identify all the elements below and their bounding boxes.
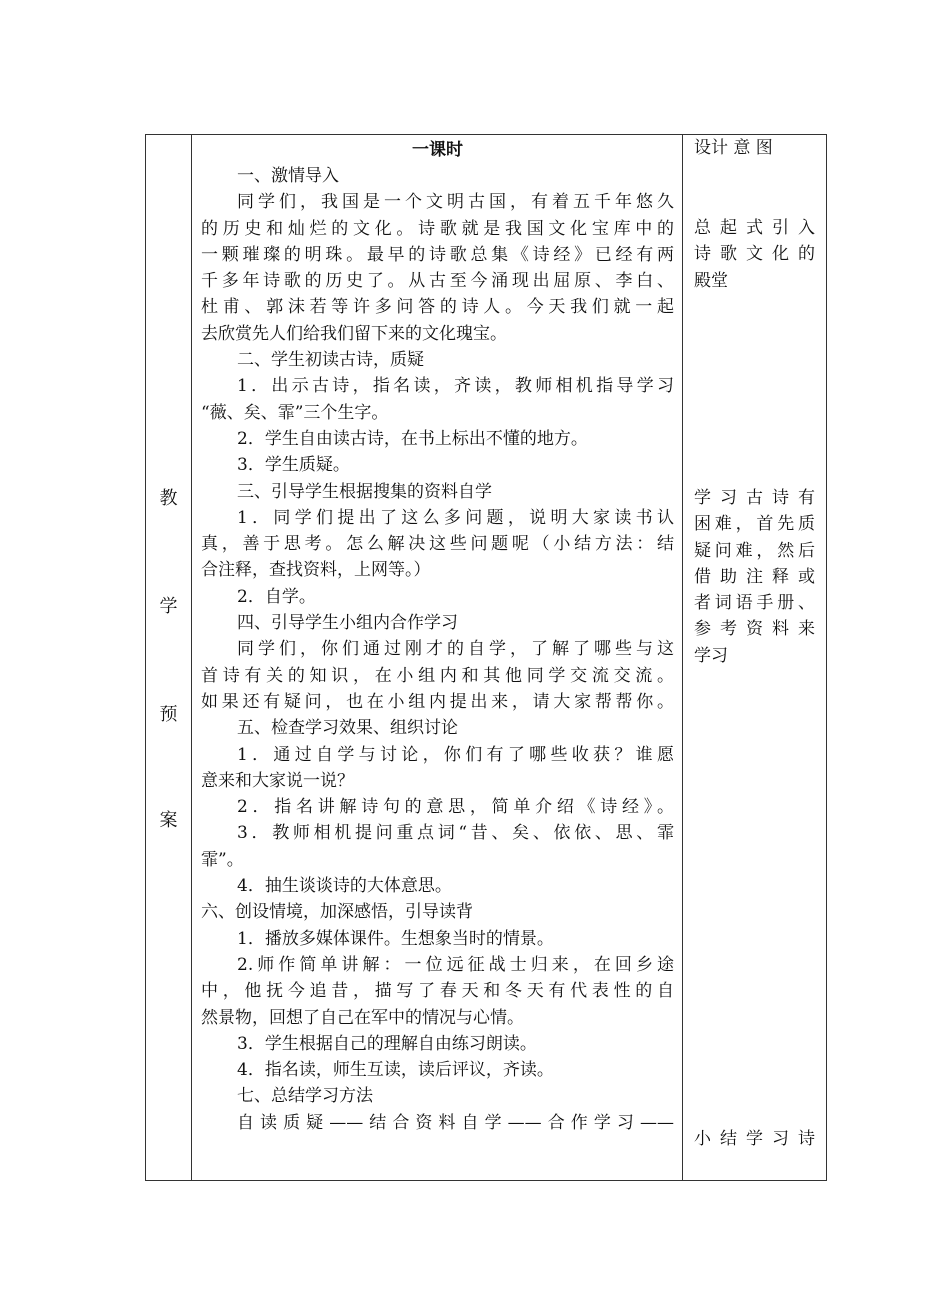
design-intent-header [694,135,815,161]
lesson-line: 一、激情导入 [237,166,339,186]
note-line: 诗歌文化的 [694,244,815,265]
lesson-plan-table [145,134,827,1181]
lesson-line: 1．播放多媒体课件。生想象当时的情景。 [237,928,554,949]
lesson-line: 3．学生质疑。 [237,455,350,476]
note-line: 参考资料来 [694,619,815,640]
lesson-line: 1．通过自学与讨论，你们有了哪些收获？谁愿 [237,744,674,765]
lesson-line: 中，他抚今追昔，描写了春天和冬天有代表性的自 [201,981,674,1002]
note-line: 殿堂 [694,270,728,291]
lesson-line: 2．自学。 [237,586,316,607]
lesson-line: 4．指名读，师生互读，读后评议，齐读。 [237,1060,554,1081]
lesson-line: 一颗璀璨的明珠。最早的诗歌总集《诗经》已经有两 [201,244,674,265]
lesson-line: 同学们，你们通过刚才的自学，了解了哪些与这 [237,639,674,660]
note-line: 者词语手册、 [694,593,815,614]
lesson-line: 然景物，回想了自己在军中的情况与心情。 [201,1007,524,1028]
lesson-line: 的历史和灿烂的文化。诗歌就是我国文化宝库中的 [201,218,674,239]
note-line: 学习 [694,645,728,666]
lesson-lines [201,163,674,1136]
note-line: 疑问难，然后 [694,540,815,561]
design-intent-note-2 [694,485,815,669]
lesson-line: 1．出示古诗，指名读，齐读，教师相机指导学习 [237,376,674,397]
design-intent-note-1 [694,215,815,294]
lesson-line: 七、总结学习方法 [237,1086,373,1107]
lesson-line: 去欣赏先人们给我们留下来的文化瑰宝。 [201,323,507,344]
side-label-char: 教 [159,488,178,509]
lesson-line: 杜甫、郭沫若等许多问答的诗人。今天我们就一起 [201,297,674,318]
note-line: 学习古诗有 [694,488,815,508]
design-intent-cell [683,135,827,1181]
lesson-line: 2．学生自由读古诗，在书上标出不懂的地方。 [237,428,588,449]
lesson-line: 自读质疑——结合资料自学——合作学习—— [237,1112,674,1133]
lesson-line: “薇、矣、霏”三个生字。 [201,402,389,423]
lesson-line: 2.师作简单讲解：一位远征战士归来，在回乡途 [237,954,674,975]
lesson-line: 首诗有关的知识，在小组内和其他同学交流交流。 [201,665,674,686]
lesson-line: 同学们，我国是一个文明古国，有着五千年悠久 [237,192,674,213]
side-label [146,135,191,1180]
lesson-line: 4．抽生谈谈诗的大体意思。 [237,876,452,897]
lesson-line: 三、引导学生根据搜集的资料自学 [237,481,492,502]
side-label-char: 案 [159,810,178,831]
lesson-line: 1．同学们提出了这么多问题，说明大家读书认 [237,507,674,528]
side-label-char: 学 [159,596,178,617]
side-label-cell [146,135,192,1181]
lesson-line: 霏”。 [201,849,244,870]
design-intent-note-3 [694,1126,815,1152]
lesson-line: 3．学生根据自己的理解自由练习朗读。 [237,1033,537,1054]
lesson-line: 千多年诗歌的历史了。从古至今涌现出屈原、李白、 [201,271,674,292]
lesson-line: 合注释，查找资料，上网等。） [201,560,431,581]
lesson-title: 一课时 [412,140,463,160]
note-line: 困难，首先质 [694,514,815,535]
lesson-line: 2．指名讲解诗句的意思，简单介绍《诗经》。 [237,797,674,818]
note-line: 借助注释或 [694,566,815,587]
note-line: 小结学习诗 [694,1129,815,1149]
lesson-line: 五、检查学习效果、组织讨论 [237,718,458,739]
design-intent-header-text: 设计 意 图 [694,138,773,158]
lesson-content-cell [192,135,683,1181]
side-label-char: 预 [159,704,178,725]
lesson-line: 四、引导学生小组内合作学习 [237,613,458,634]
lesson-line: 二、学生初读古诗，质疑 [237,350,424,371]
lesson-line: 3．教师相机提问重点词“昔、矣、依依、思、霏 [237,823,674,844]
note-line: 总起式引入 [694,218,815,238]
lesson-line: 六、创设情境，加深感悟，引导读背 [201,902,473,923]
lesson-line: 如果还有疑问，也在小组内提出来，请大家帮帮你。 [201,691,674,712]
lesson-line: 真，善于思考。怎么解决这些问题呢（小结方法：结 [201,534,674,555]
lesson-line: 意来和大家说一说？ [201,770,354,791]
